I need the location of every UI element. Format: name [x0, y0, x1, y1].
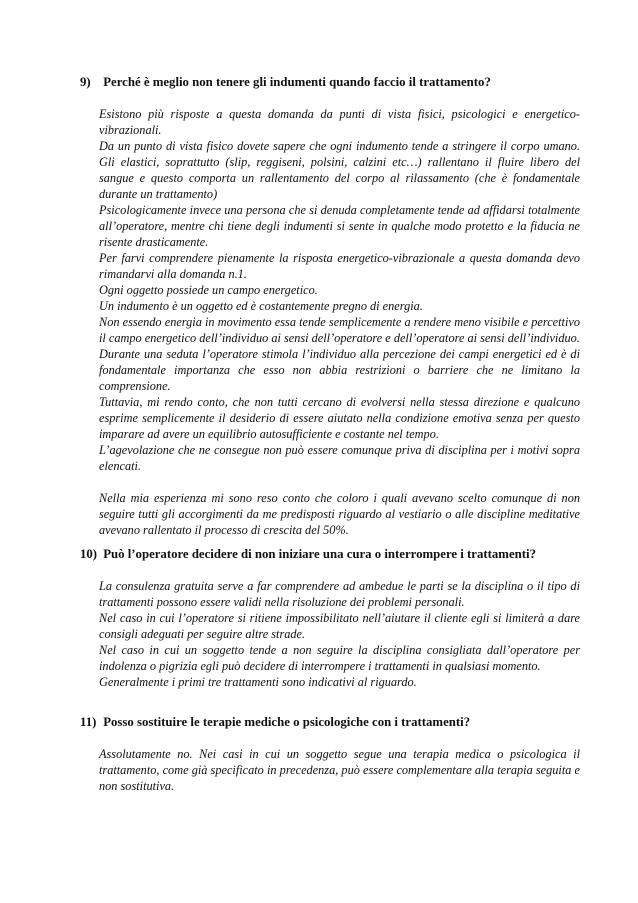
paragraph: Nel caso in cui l’operatore si ritiene impossibilitato nell’aiutare il cliente egli si limiterà a dare consigli adeguati per seguire altre strade. — [99, 611, 580, 641]
paragraph: Non essendo energia in movimento essa tende semplicemente a rendere meno visibile e percettivo il campo energetico dell’individuo ai sensi dell’operatore e dell’operatore ai sensi dell’individuo. — [99, 315, 580, 345]
paragraph: Nel caso in cui un soggetto tende a non seguire la disciplina consigliata dall’operatore per indolenza o pigrizia egli può decidere di interrompere i trattamenti in qualsiasi momento. — [99, 643, 580, 673]
question-text: Può l’operatore decidere di non iniziare una cura o interrompere i trattamenti? — [103, 547, 536, 561]
paragraph: Da un punto di vista fisico dovete sapere che ogni indumento tende a stringere il corpo umano. Gli elastici, soprattutto (slip, reggiseni, polsini, calzini etc…) rallentano il fluire libero del sangue e questo comporta un rallentamento del corpo al rilassamento (che è fondamentale durante un trattamento) — [99, 139, 580, 201]
answer-9 — [99, 106, 580, 538]
paragraph: Generalmente i primi tre trattamenti sono indicativi al riguardo. — [99, 675, 417, 689]
answer-11 — [99, 746, 580, 794]
question-number: 11) — [80, 715, 97, 729]
question-11-heading — [80, 714, 580, 730]
paragraph: La consulenza gratuita serve a far comprendere ad ambedue le parti se la disciplina o il tipo di trattamenti possono essere validi nella risoluzione dei problemi personali. — [99, 579, 580, 609]
paragraph: Tuttavia, mi rendo conto, che non tutti cercano di evolversi nella stessa direzione e qualcuno esprime semplicemente il desiderio di essere aiutato nella condizione emotiva senza per questo imparare ad avere un equilibrio autosufficiente e costante nel tempo. — [99, 395, 580, 441]
question-9-heading — [80, 74, 580, 90]
paragraph: Nella mia esperienza mi sono reso conto che coloro i quali avevano scelto comunque di non seguire tutti gli accorgimenti da me predisposti riguardo al vestiario o alle discipline meditative avevano rallentato il processo di crescita del 50%. — [99, 491, 580, 537]
paragraph: Per farvi comprendere pienamente la risposta energetico-vibrazionale a questa domanda devo rimandarvi alla domanda n.1. — [99, 251, 580, 281]
paragraph: Assolutamente no. Nei casi in cui un soggetto segue una terapia medica o psicologica il trattamento, come già specificato in precedenza, può essere complementare alla terapia seguita e non sostitutiva. — [99, 747, 580, 793]
paragraph: Psicologicamente invece una persona che si denuda completamente tende ad affidarsi totalmente all’operatore, mentre chi tiene degli indumenti si sente in qualche modo protetto e la fiducia ne risente drasticamente. — [99, 203, 580, 249]
paragraph: L’agevolazione che ne consegue non può essere comunque priva di disciplina per i motivi sopra elencati. — [99, 443, 580, 473]
paragraph: Esistono più risposte a questa domanda da punti di vista fisici, psicologici e energetico-vibrazionali. — [99, 107, 580, 137]
paragraph: Ogni oggetto possiede un campo energetico. — [99, 283, 318, 297]
answer-10 — [99, 578, 580, 690]
question-number: 10) — [80, 547, 98, 561]
question-number: 9) — [80, 75, 91, 89]
question-text: Perché è meglio non tenere gli indumenti quando faccio il trattamento? — [103, 75, 491, 89]
paragraph: Durante una seduta l’operatore stimola l’individuo alla percezione dei campi energetici ed è di fondamentale importanza che esso non abbia restrizioni o barriere che ne limitano la comprensione. — [99, 347, 580, 393]
question-text: Posso sostituire le terapie mediche o psicologiche con i trattamenti? — [103, 715, 471, 729]
question-10-heading — [80, 546, 580, 562]
paragraph: Un indumento è un oggetto ed è costantemente pregno di energia. — [99, 299, 423, 313]
